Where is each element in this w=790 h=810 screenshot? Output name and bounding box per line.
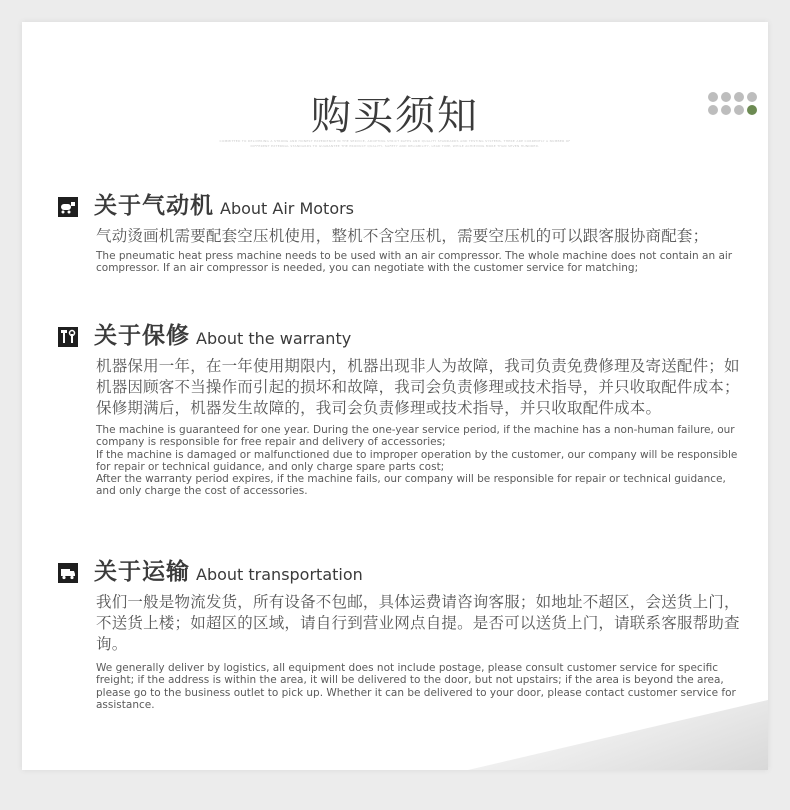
dot bbox=[734, 92, 744, 102]
section-header bbox=[58, 190, 744, 220]
page-title: 购买须知 bbox=[311, 93, 479, 139]
delivery-truck-icon bbox=[58, 563, 78, 583]
dot bbox=[708, 105, 718, 115]
section-warranty bbox=[58, 320, 744, 498]
section-title-en: About transportation bbox=[196, 565, 363, 584]
section-title-en: About the warranty bbox=[196, 329, 352, 348]
section-text-en: The machine is guaranteed for one year. During the one-year service period, if the machine has a non-human failure, our company is responsible for free repair and delivery of accessories; If the machine is damaged or malfunctioned due to improper operation by the customer, our company will be responsible for repair or technical guidance, and only charge spare parts cost; After the warranty period expires, if the machine fails, our company will be responsible for repair or technical guidance, and only charge the cost of accessories. bbox=[96, 424, 738, 498]
section-title-cn: 关于运输 bbox=[94, 559, 190, 585]
section-text-cn: 机器保用一年，在一年使用期限内，机器出现非人为故障，我司负责免费修理及寄送配件；如机器因顾客不当操作而引起的损坏和故障，我司会负责修理或技术指导，并只收取配件成本； 保修期满后，机器发生故障的，我司会负责修理或技术指导，并只收取配件成本。 bbox=[96, 357, 740, 417]
section-title-cn: 关于气动机 bbox=[94, 193, 214, 219]
section-header bbox=[58, 320, 744, 350]
repair-tools-icon bbox=[58, 327, 78, 347]
section-text-cn: 气动烫画机需要配套空压机使用，整机不含空压机，需要空压机的可以跟客服协商配套； bbox=[96, 227, 709, 245]
section-header bbox=[58, 556, 744, 586]
section-text-cn: 我们一般是物流发货，所有设备不包邮，具体运费请咨询客服；如地址不超区，会送货上门，不送货上楼；如超区的区域，请自行到营业网点自提。是否可以送货上门，请联系客服帮助查询。 bbox=[96, 593, 740, 653]
section-text-en: We generally deliver by logistics, all equipment does not include postage, please consult customer service for specific freight; if the address is within the area, it will be delivered to the door, but not upstairs; if the area is beyond the area, please go to the business outlet to pick up. Whether it can be delivered to your door, please contact customer service for assistance. bbox=[96, 662, 736, 711]
dot-accent bbox=[747, 105, 757, 115]
dot bbox=[708, 92, 718, 102]
section-transportation bbox=[58, 556, 744, 711]
decorative-subtext: COMMITTED TO DELIVERING A STRONG AND HONEST EXPERIENCE IN THE SERVICE, ADOPTING STRICT RATES AND QUALITY STANDARDS AND TESTING SYSTEMS, THERE ARE CURRENTLY A NUMBER OF DIFFERENT EXTERNAL STANDARDS TO GUARANTEE THE PRODUCT QUALITY, SAFETY AND RELIABILITY, LEAD TIME, WHILE ACHIEVING MORE THAN SEVEN HUNDRED. bbox=[219, 139, 571, 148]
air-compressor-icon bbox=[58, 197, 78, 217]
section-title-cn: 关于保修 bbox=[94, 323, 190, 349]
section-air-motors bbox=[58, 190, 744, 275]
dot bbox=[734, 105, 744, 115]
section-text-en: The pneumatic heat press machine needs to be used with an air compressor. The whole machine does not contain an air compressor. If an air compressor is needed, you can negotiate with the customer service for matching; bbox=[96, 250, 733, 275]
dot bbox=[721, 92, 731, 102]
notice-card bbox=[22, 22, 768, 770]
dot bbox=[721, 105, 731, 115]
section-title-en: About Air Motors bbox=[220, 199, 355, 218]
dot bbox=[747, 92, 757, 102]
decorative-dots bbox=[708, 92, 760, 115]
